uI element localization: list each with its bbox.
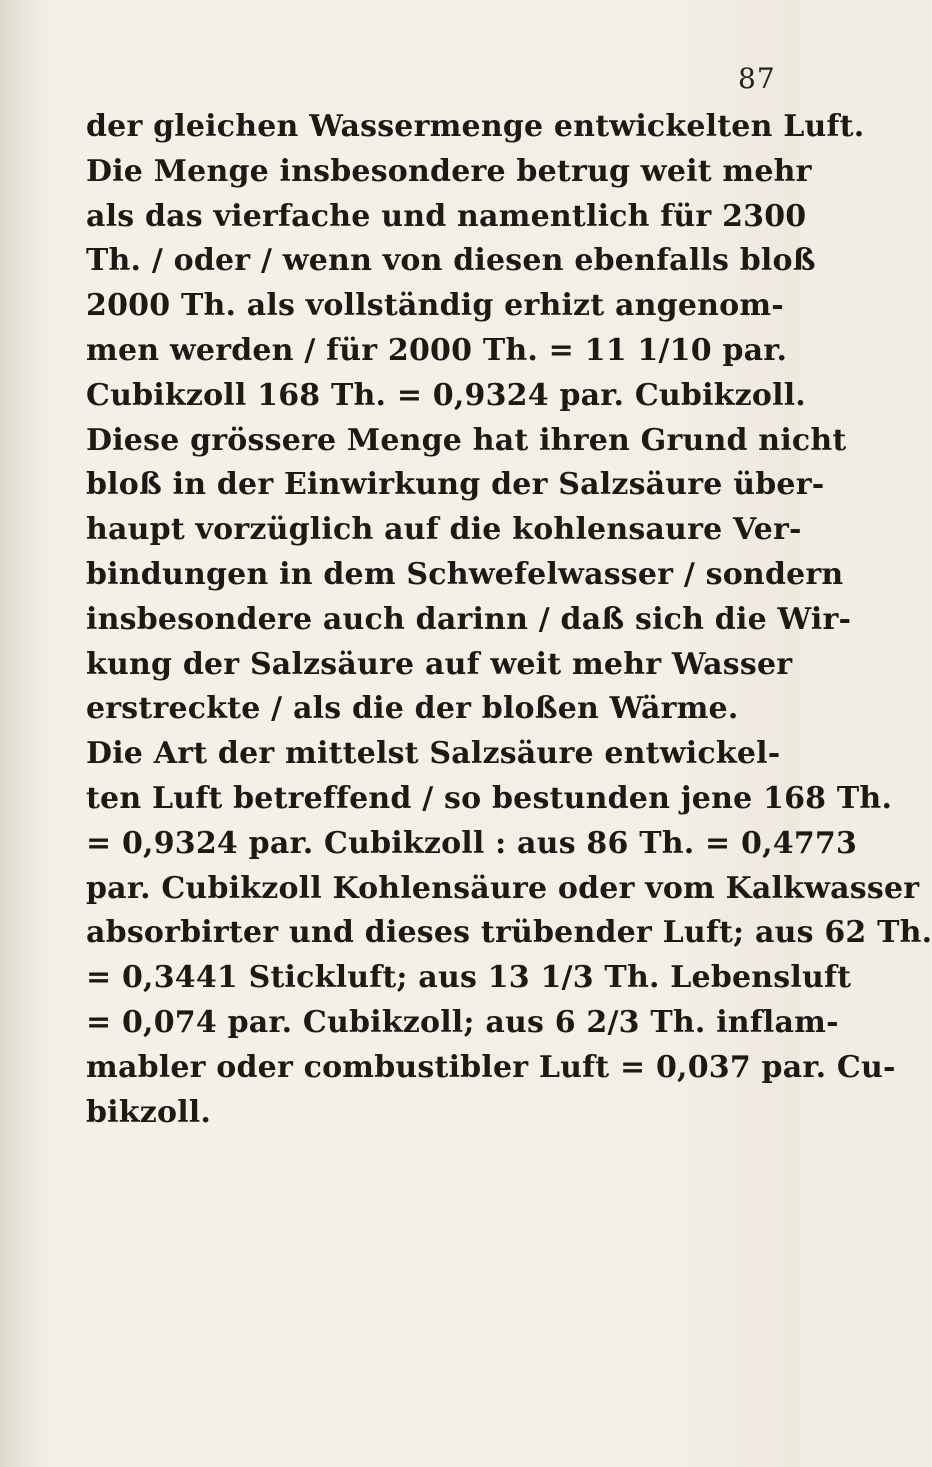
text-line: bindungen in dem Schwefelwasser / sondern	[86, 556, 844, 592]
text-line: 2000 Th. als vollständig erhizt angenom-	[86, 288, 784, 324]
text-line: = 0,074 par. Cubikzoll; aus 6 2/3 Th. inflam-	[86, 1004, 839, 1040]
body-text	[86, 105, 932, 1135]
text-line: Cubikzoll 168 Th. = 0,9324 par. Cubikzoll.	[86, 377, 806, 413]
text-line: bloß in der Einwirkung der Salzsäure über-	[86, 467, 825, 503]
text-line: = 0,3441 Stickluft; aus 13 1/3 Th. Lebensluft	[86, 960, 852, 996]
page-number: 87	[738, 62, 776, 95]
text-line: = 0,9324 par. Cubikzoll : aus 86 Th. = 0,4773	[86, 825, 858, 861]
text-line: Die Menge insbesondere betrug weit mehr	[86, 153, 812, 189]
text-line: men werden / für 2000 Th. = 11 1/10 par.	[86, 332, 788, 368]
text-line: insbesondere auch darinn / daß sich die Wir-	[86, 601, 852, 637]
text-line: absorbirter und dieses trübender Luft; aus 62 Th.	[86, 915, 932, 951]
text-line: Diese grössere Menge hat ihren Grund nicht	[86, 422, 847, 458]
page-fold-shadow	[0, 0, 40, 1467]
text-line: Th. / oder / wenn von diesen ebenfalls bloß	[86, 243, 816, 279]
text-line: der gleichen Wassermenge entwickelten Luft.	[86, 109, 865, 144]
text-line: par. Cubikzoll Kohlensäure oder vom Kalkwasser	[86, 870, 920, 906]
text-line: haupt vorzüglich auf die kohlensaure Ver-	[86, 512, 802, 548]
text-line: kung der Salzsäure auf weit mehr Wasser	[86, 646, 793, 682]
text-line: erstreckte / als die der bloßen Wärme.	[86, 691, 739, 727]
text-line: Die Art der mittelst Salzsäure entwickel-	[86, 736, 781, 772]
text-line: ten Luft betreffend / so bestunden jene 168 Th.	[86, 780, 893, 816]
text-line: bikzoll.	[86, 1094, 212, 1130]
text-line: mabler oder combustibler Luft = 0,037 par. Cu-	[86, 1049, 896, 1085]
text-line: als das vierfache und namentlich für 2300	[86, 198, 807, 234]
